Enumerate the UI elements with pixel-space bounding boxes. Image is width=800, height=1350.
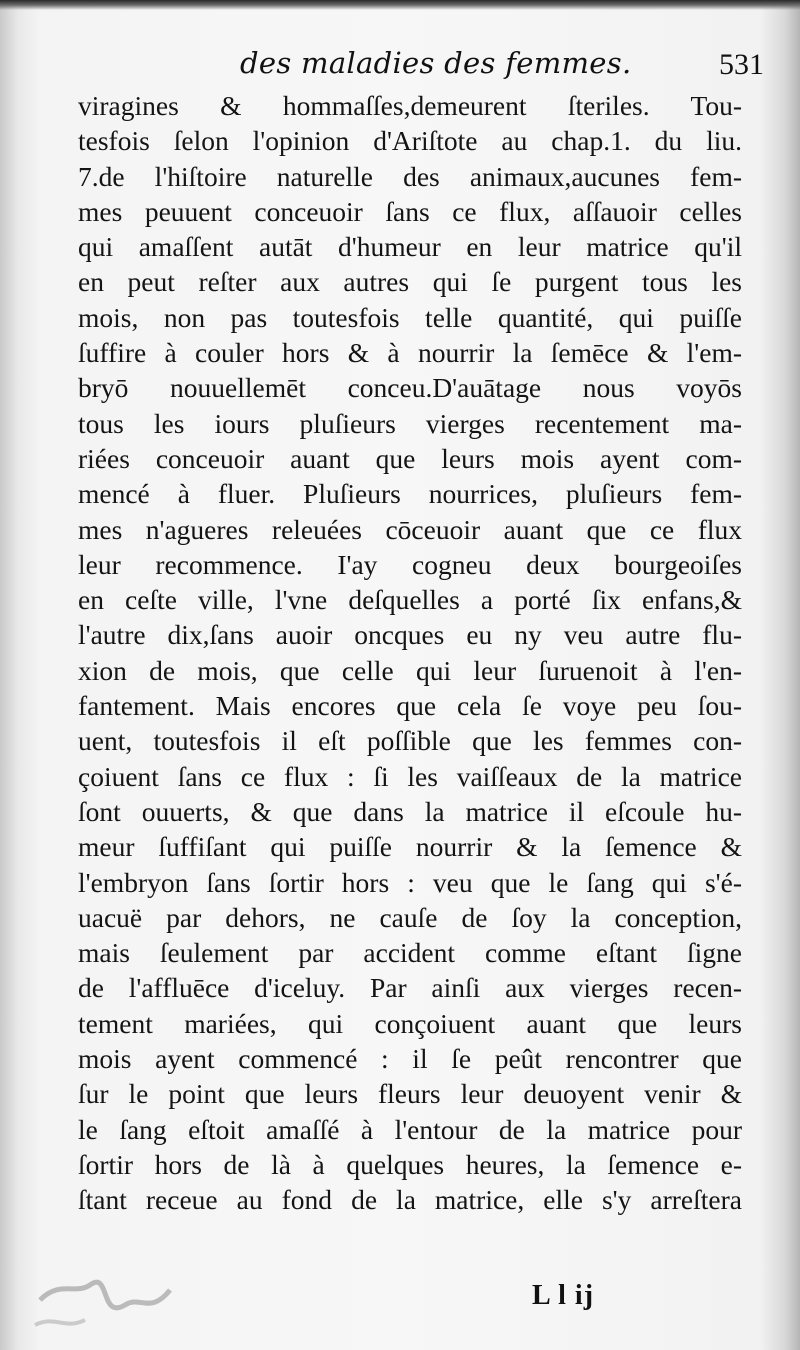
text-line: mais ſeulement par accident comme eſtant ſigne	[78, 937, 742, 969]
page-number: 531	[719, 48, 764, 81]
text-line: xion de mois, que celle qui leur ſuruenoit à l'en-	[78, 654, 742, 686]
text-line: en ceſte ville, l'vne deſquelles a porté ſix enfans,&	[78, 584, 742, 616]
text-line: ſont ouuerts, & que dans la matrice il eſcoule hu-	[78, 795, 742, 827]
text-line: riées conceuoir auant que leurs mois ayent com-	[78, 442, 742, 474]
text-line: mes n'agueres releuées cōceuoir auant que ce flux	[78, 513, 742, 545]
text-line: de l'affluēce d'iceluy. Par ainſi aux vierges recen-	[78, 972, 742, 1004]
text-line: ſur le point que leurs fleurs leur deuoyent venir &	[78, 1078, 742, 1110]
page-header	[240, 46, 770, 90]
text-line: mois ayent commencé : il ſe peût rencontrer que	[78, 1043, 742, 1075]
signature-mark: L l ij	[532, 1280, 595, 1311]
text-line: l'autre dix,ſans auoir oncques eu ny veu autre flu-	[78, 619, 742, 651]
text-line: uacuë par dehors, ne cauſe de ſoy la conception,	[78, 901, 742, 933]
body-text	[78, 88, 742, 1218]
ink-stain	[30, 1230, 330, 1340]
text-line: leur recommence. I'ay cogneu deux bourgeoiſes	[78, 548, 742, 580]
text-line: le ſang eſtoit amaſſé à l'entour de la matrice pour	[78, 1113, 742, 1145]
running-title: des maladies des femmes.	[240, 46, 632, 80]
text-line: tement mariées, qui conçoiuent auant que leurs	[78, 1007, 742, 1039]
text-line: ſuffire à couler hors & à nourrir la ſemēce & l'em-	[78, 337, 742, 369]
text-line: tous les iours pluſieurs vierges recentement ma-	[78, 407, 742, 439]
text-line: mencé à fluer. Pluſieurs nourrices, pluſieurs fem-	[78, 478, 742, 510]
text-line: uent, toutesfois il eſt poſſible que les femmes con-	[78, 725, 742, 757]
text-line: bryō nouuellemēt conceu.D'auātage nous voyōs	[78, 372, 742, 404]
scan-edge	[0, 0, 800, 10]
text-line: ſtant receue au fond de la matrice, elle s'y arreſtera	[78, 1184, 742, 1216]
text-line: qui amaſſent autāt d'humeur en leur matrice qu'il	[78, 231, 742, 263]
text-line: en peut reſter aux autres qui ſe purgent tous les	[78, 266, 742, 298]
text-line: fantement. Mais encores que cela ſe voye peu ſou-	[78, 690, 742, 722]
text-line: 7.de l'hiſtoire naturelle des animaux,aucunes fem-	[78, 160, 742, 192]
text-line: viragines & hommaſſes,demeurent ſteriles. Tou-	[78, 90, 742, 121]
text-line: tesfois ſelon l'opinion d'Ariſtote au chap.1. du liu.	[78, 125, 742, 157]
text-line: meur ſuffiſant qui puiſſe nourrir & la ſemence &	[78, 831, 742, 863]
text-line: ſortir hors de là à quelques heures, la ſemence e-	[78, 1148, 742, 1180]
text-line: l'embryon ſans ſortir hors : veu que le ſang qui s'é-	[78, 866, 742, 898]
text-line: mois, non pas toutesfois telle quantité, qui puiſſe	[78, 301, 742, 333]
text-line: çoiuent ſans ce flux : ſi les vaiſſeaux de la matrice	[78, 760, 742, 792]
text-line: mes peuuent conceuoir ſans ce flux, aſſauoir celles	[78, 195, 742, 227]
